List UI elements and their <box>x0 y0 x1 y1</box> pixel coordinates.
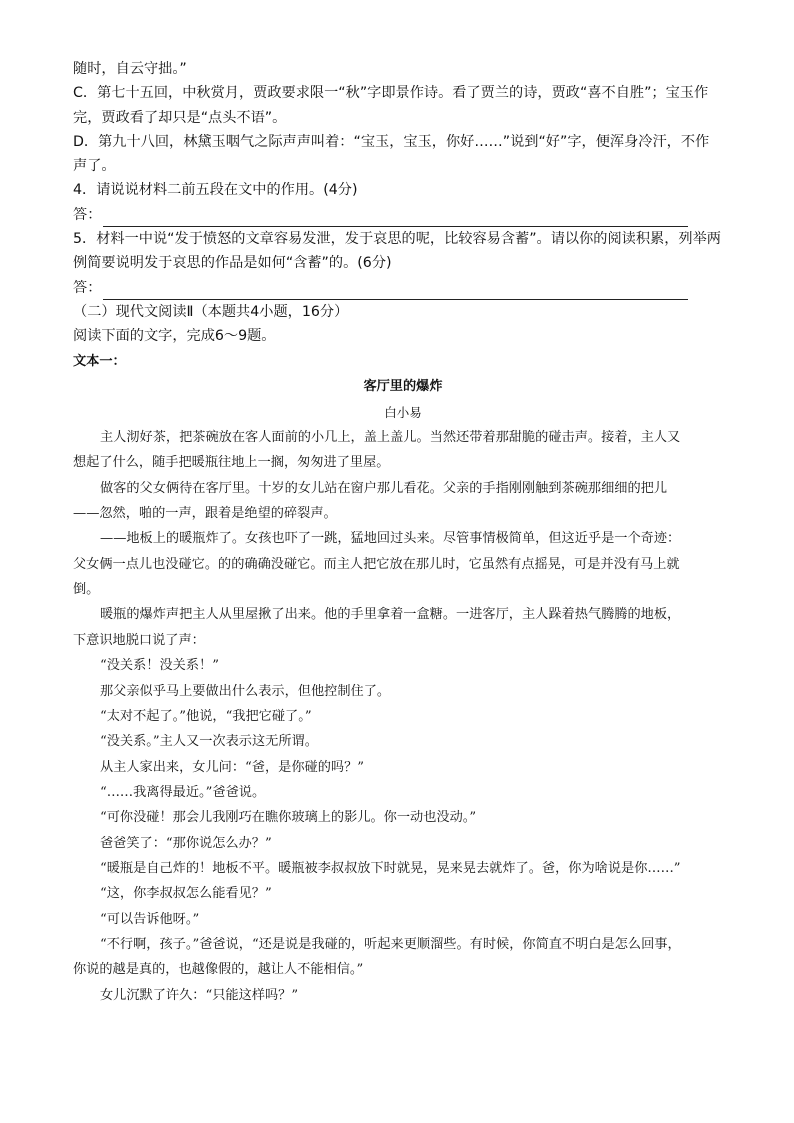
story-line: “……我离得最近。”爸爸说。 <box>100 784 266 800</box>
answer-line-5[interactable] <box>73 276 733 300</box>
story-line: 女儿沉默了许久：“只能这样吗？” <box>100 987 299 1003</box>
story-author: 白小易 <box>384 404 422 420</box>
answer-underline[interactable] <box>103 210 688 227</box>
story-line: 从主人家出来，女儿问：“爸，是你碰的吗？” <box>100 759 365 775</box>
answer-label: 答： <box>73 206 102 223</box>
story-line: “不行啊，孩子。”爸爸说，“还是说是我碰的，听起来更顺溜些。有时候，你简直不明白是怎么回事， <box>100 936 681 952</box>
reading-instruction: 阅读下面的文字，完成6～9题。 <box>73 328 276 345</box>
story-line: 父女俩一点儿也没碰它。的的确确没碰它。而主人把它放在那儿时，它虽然有点摇晃，可是并没有马上就 <box>73 556 680 572</box>
document-page <box>73 57 733 1008</box>
question-5-line2: 例简要说明发于哀思的作品是如何“含蓄”的。(6分) <box>73 255 392 272</box>
story-line: ——忽然，啪的一声，跟着是绝望的碎裂声。 <box>73 506 337 522</box>
option-d-line2: 声了。 <box>73 158 116 175</box>
text-one-label: 文本一： <box>73 353 126 369</box>
question-4: 4．请说说材料二前五段在文中的作用。(4分) <box>73 182 358 199</box>
section-heading: （二）现代文阅读Ⅱ（本题共4小题，16分） <box>73 303 349 320</box>
option-d-line1: D．第九十八回，林黛玉咽气之际声声叫着：“宝玉，宝玉，你好……”说到“好”字，便浑身冷汗，不作 <box>73 133 710 150</box>
story-line: “可以告诉他呀。” <box>100 911 200 927</box>
answer-underline[interactable] <box>103 283 688 300</box>
story-line: 下意识地脱口说了声： <box>73 632 205 648</box>
story-line: 倒。 <box>73 582 100 598</box>
story-line: “这，你李叔叔怎么能看见？” <box>100 886 272 902</box>
story-body <box>73 425 733 1008</box>
story-line: “没关系。”主人又一次表示这无所谓。 <box>100 734 318 750</box>
story-line: ——地板上的暖瓶炸了。女孩也吓了一跳，猛地回过头来。尽管事情极简单，但这近乎是一个奇迹： <box>100 531 681 547</box>
story-line: 做客的父女俩待在客厅里。十岁的女儿站在窗户那儿看花。父亲的手指刚刚触到茶碗那细细的把儿 <box>100 480 668 496</box>
question-5-line1: 5．材料一中说“发于愤怒的文章容易发泄，发于哀思的呢，比较容易含蓄”。请以你的阅读积累，列举两 <box>73 231 721 248</box>
story-line: 爸爸笑了：“那你说怎么办？” <box>100 835 272 851</box>
answer-line-4[interactable] <box>73 203 733 227</box>
story-line: “可你没碰！那会儿我刚巧在瞧你玻璃上的影儿。你一动也没动。” <box>100 810 477 826</box>
story-line: 你说的越是真的，也越像假的，越让人不能相信。” <box>73 962 364 978</box>
story-title: 客厅里的爆炸 <box>363 379 443 395</box>
option-c-line2: 完，贾政看了却只是“点头不语”。 <box>73 109 287 126</box>
story-line: 主人沏好茶，把茶碗放在客人面前的小几上，盖上盖儿。当然还带着那甜脆的碰击声。接着，主人又 <box>100 430 681 446</box>
story-line: 暖瓶的爆炸声把主人从里屋揪了出来。他的手里拿着一盒糖。一进客厅，主人跺着热气腾腾的地板， <box>100 607 681 623</box>
answer-label: 答： <box>73 279 102 296</box>
option-c-line1: C．第七十五回，中秋赏月，贾政要求限一“秋”字即景作诗。看了贾兰的诗，贾政“喜不自胜”；宝玉作 <box>73 85 709 102</box>
story-line: “太对不起了。”他说，“我把它碰了。” <box>100 708 312 724</box>
story-line: 那父亲似乎马上要做出什么表示，但他控制住了。 <box>100 683 391 699</box>
story-line: “暖瓶是自己炸的！地板不平。暖瓶被李叔叔放下时就晃，晃来晃去就炸了。爸，你为啥说是你……” <box>100 860 681 876</box>
story-line: 想起了什么，随手把暖瓶往地上一搁，匆匆进了里屋。 <box>73 455 390 471</box>
option-b-tail: 随时，自云守拙。” <box>73 61 187 77</box>
story-line: “没关系！没关系！” <box>100 658 219 674</box>
